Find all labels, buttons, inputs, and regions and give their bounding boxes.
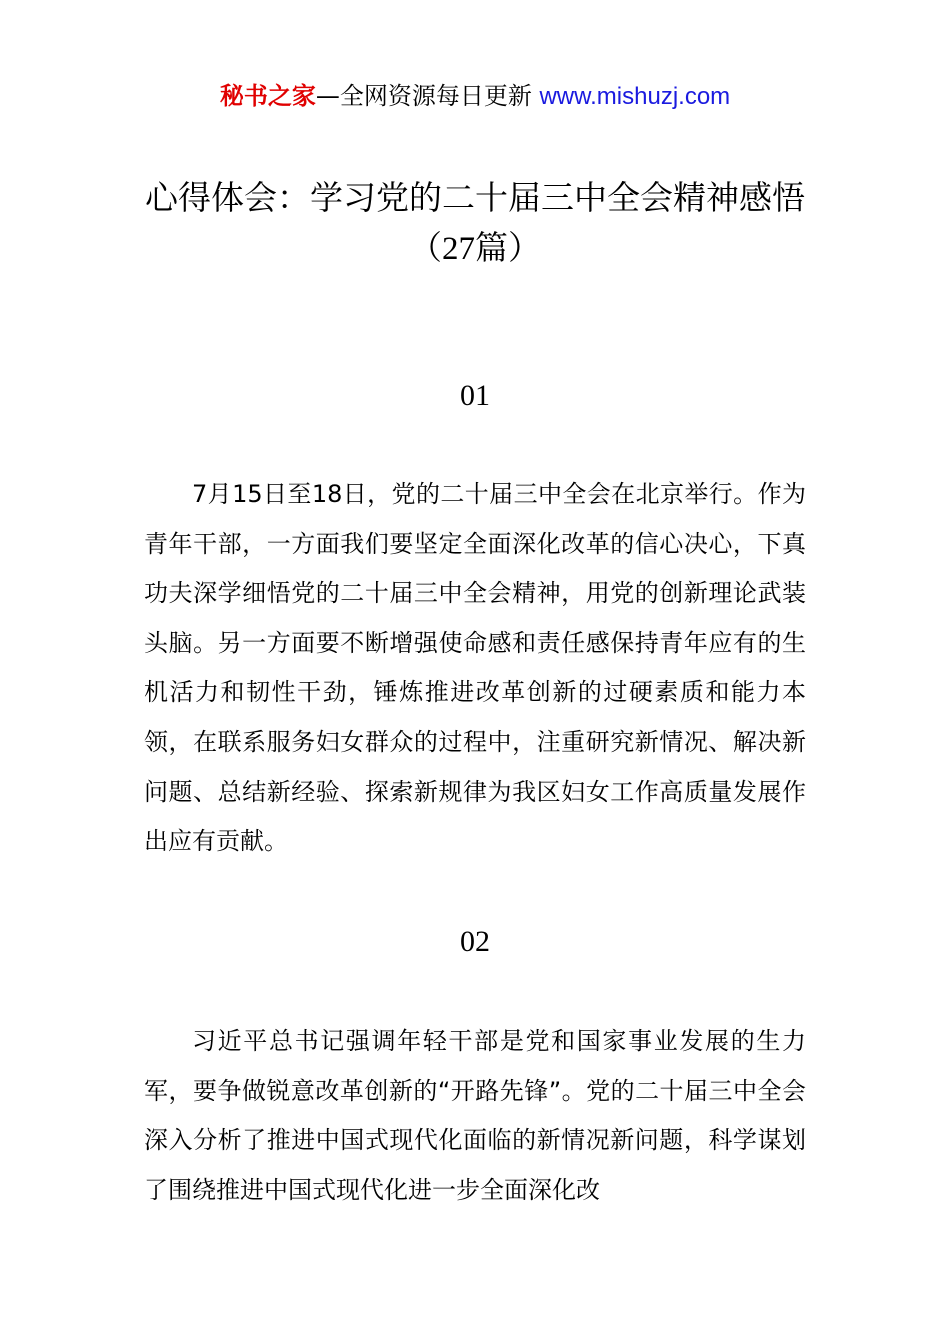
- header-tagline: —全网资源每日更新: [315, 82, 540, 110]
- title-count-open: （: [409, 228, 442, 267]
- brand-name: 秘书之家: [219, 82, 316, 110]
- title-text: 心得体会：学习党的二十届三中全会精神感悟: [145, 178, 805, 217]
- section-number-01: 01: [460, 379, 490, 412]
- section-paragraph-01: 7月15日至18日，党的二十届三中全会在北京举行。作为青年干部，一方面我们要坚定全面深化改革的信心决心，下真功夫深学细悟党的二十届三中全会精神，用党的创新理论武装头脑。另一方面要不断增强使命感和责任感保持青年应有的生机活力和韧性干劲，锤炼推进改革创新的过硬素质和能力本领，在联系服务妇女群众的过程中，注重研究新情况、解决新问题、总结新经验、探索新规律为我区妇女工作高质量发展作出应有贡献。: [144, 480, 806, 856]
- site-header: [0, 80, 950, 113]
- site-url-link[interactable]: www.mishuzj.com: [539, 83, 731, 110]
- document-title: [140, 172, 810, 273]
- title-count-number: 27: [442, 231, 475, 267]
- section-paragraph-02: 习近平总书记强调年轻干部是党和国家事业发展的生力军，要争做锐意改革创新的“开路先锋”。党的二十届三中全会深入分析了推进中国式现代化面临的新情况新问题，科学谋划了围绕推进中国式现代化进一步全面深化改: [144, 1027, 806, 1204]
- title-count-close: 篇）: [475, 228, 541, 267]
- section-number-02: 02: [460, 925, 490, 958]
- title-count: [140, 224, 810, 273]
